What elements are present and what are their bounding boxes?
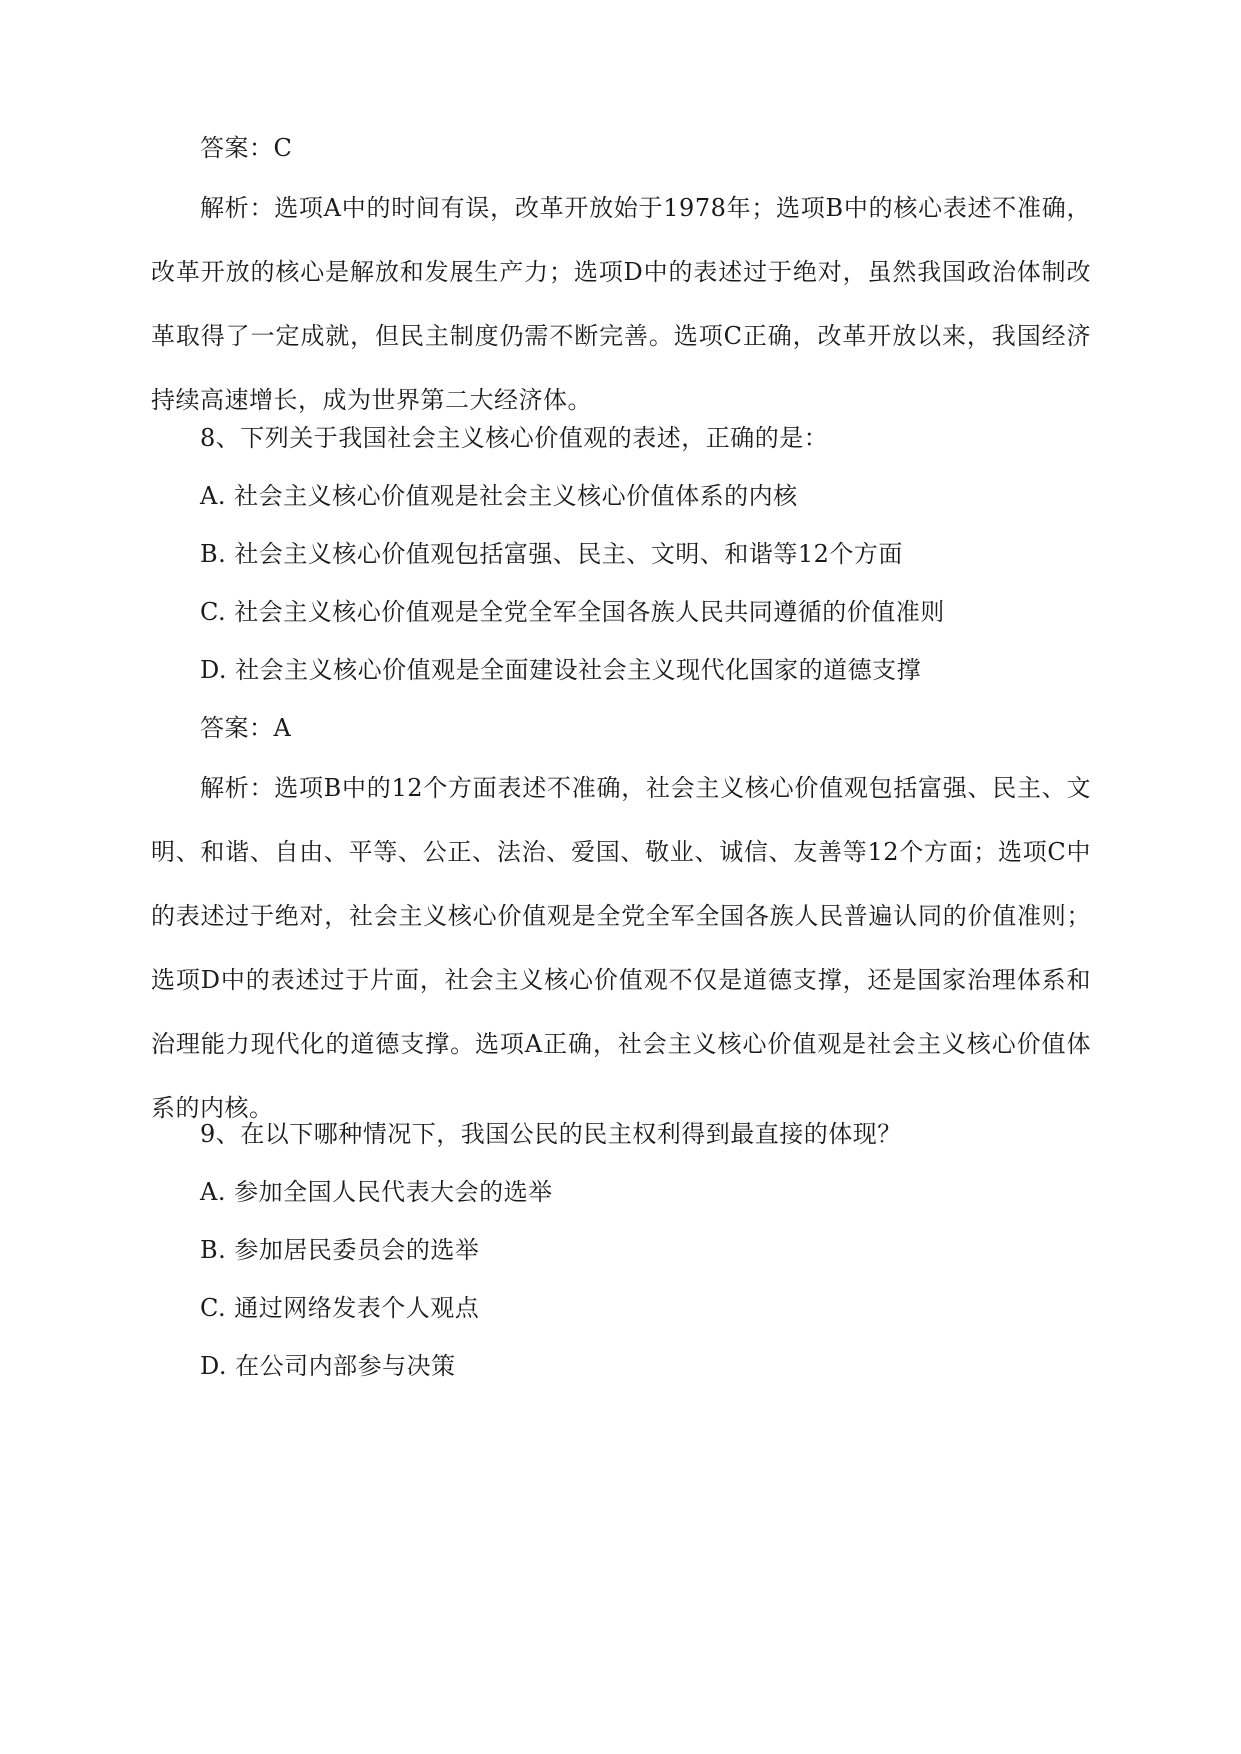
q9-option-d: D. 在公司内部参与决策: [200, 1352, 456, 1380]
q7-answer: 答案：C: [200, 134, 293, 162]
q9-option-a: A. 参加全国人民代表大会的选举: [200, 1178, 553, 1206]
q8-option-a: A. 社会主义核心价值观是社会主义核心价值体系的内核: [200, 482, 798, 510]
q8-option-b: B. 社会主义核心价值观包括富强、民主、文明、和谐等12个方面: [200, 540, 903, 568]
q8-analysis: 解析：选项B中的12个方面表述不准确，社会主义核心价值观包括富强、民主、文明、和谐、自由、平等、公正、法治、爱国、敬业、诚信、友善等12个方面；选项C中的表述过于绝对，社会主义核心价值观是全党全军全国各族人民普遍认同的价值准则；选项D中的表述过于片面，社会主义核心价值观不仅是道德支撑，还是国家治理体系和治理能力现代化的道德支撑。选项A正确，社会主义核心价值观是社会主义核心价值体系的内核。: [151, 774, 1091, 1122]
q9-option-b: B. 参加居民委员会的选举: [200, 1236, 480, 1264]
q7-analysis: 解析：选项A中的时间有误，改革开放始于1978年；选项B中的核心表述不准确，改革开放的核心是解放和发展生产力；选项D中的表述过于绝对，虽然我国政治体制改革取得了一定成就，但民主制度仍需不断完善。选项C正确，改革开放以来，我国经济持续高速增长，成为世界第二大经济体。: [151, 194, 1091, 414]
q9-stem: 9、在以下哪种情况下，我国公民的民主权利得到最直接的体现？: [200, 1120, 902, 1148]
q8-option-c: C. 社会主义核心价值观是全党全军全国各族人民共同遵循的价值准则: [200, 598, 945, 626]
q8-option-d: D. 社会主义核心价值观是全面建设社会主义现代化国家的道德支撑: [200, 656, 922, 684]
q8-stem: 8、下列关于我国社会主义核心价值观的表述，正确的是：: [200, 424, 829, 452]
q8-answer: 答案：A: [200, 714, 292, 742]
q9-option-c: C. 通过网络发表个人观点: [200, 1294, 480, 1322]
